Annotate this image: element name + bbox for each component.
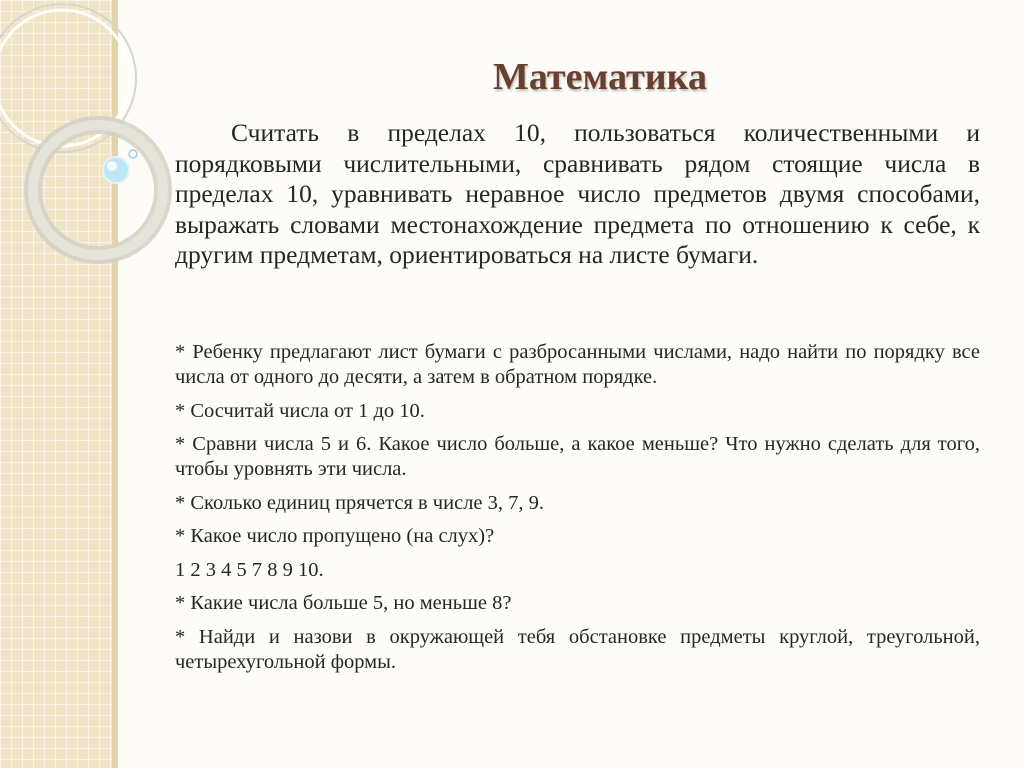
list-item: * Сколько единиц прячется в числе 3, 7, 9. <box>175 491 545 514</box>
small-ring <box>129 150 137 158</box>
list-item: * Ребенку предлагают лист бумаги с разбросанными числами, надо найти по порядку все числа от одного до десяти, а затем в обратном порядке. <box>175 341 980 388</box>
list-item: * Сосчитай числа от 1 до 10. <box>175 399 425 422</box>
main-paragraph: Считать в пределах 10, пользоваться количественными и порядковыми числительными, сравнивать рядом стоящие числа в пределах 10, уравнивать неравное число предметов двумя способами, выражать словами местонахождение предмета по отношению к себе, к другим предметам, ориентироваться на листе бумаги. <box>175 118 980 269</box>
task-list <box>175 340 980 683</box>
slide-title: Математика <box>493 56 707 98</box>
blue-dot <box>103 157 129 183</box>
thick-ring-highlight <box>33 125 163 255</box>
list-item: * Найди и назови в окружающей тебя обстановке предметы круглой, треугольной, четырехугольной формы. <box>175 625 980 673</box>
list-item: * Какие числа больше 5, но меньше 8? <box>175 592 512 614</box>
blue-dot-shine <box>107 161 117 171</box>
list-item: * Сравни числа 5 и 6. Какое число больше, а какое меньше? Что нужно сделать для того, чтобы уровнять эти числа. <box>175 433 980 480</box>
list-item: 1 2 3 4 5 7 8 9 10. <box>175 558 324 581</box>
list-item: * Какое число пропущено (на слух)? <box>175 525 495 547</box>
decorative-rings <box>0 0 200 320</box>
